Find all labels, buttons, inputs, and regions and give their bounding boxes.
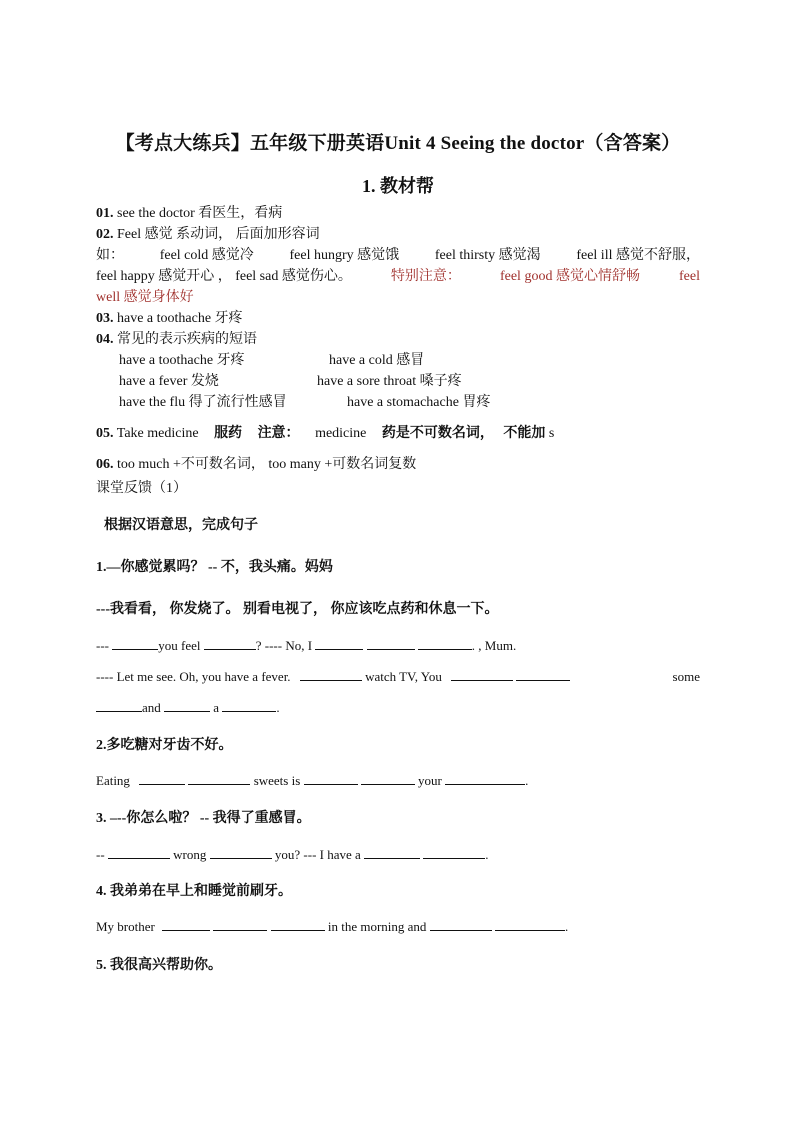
answer-blank[interactable] (162, 917, 210, 931)
answer-blank[interactable] (495, 917, 565, 931)
phrase-row: have a fever 发烧 have a sore throat 嗓子疼 (119, 374, 462, 389)
answer-blank[interactable] (423, 845, 485, 859)
examples-line-3: well 感觉身体好 (96, 290, 194, 305)
answer-blank[interactable] (364, 845, 420, 859)
point-01: 01. see the doctor 看医生，看病 (96, 206, 283, 221)
examples-line-2: feel happy 感觉开心 ， feel sad 感觉伤心。 特别注意： feel good 感觉心情舒畅 feel (96, 269, 700, 284)
question-4-chinese: 4. 我弟弟在早上和睡觉前刷牙。 (96, 884, 292, 899)
question-1-english-2: ---- Let me see. Oh, you have a fever. watch TV, You some (96, 669, 700, 684)
examples-line-1: 如： feel cold 感觉冷 feel hungry 感觉饿 feel thirsty 感觉渴 feel ill 感觉不舒服， (96, 248, 700, 263)
question-2-english: Eating sweets is your . (96, 773, 529, 788)
answer-blank[interactable] (210, 845, 272, 859)
phrase-row: have the flu 得了流行性感冒 have a stomachache 胃疼 (119, 395, 491, 410)
answer-blank[interactable] (430, 917, 492, 931)
answer-blank[interactable] (361, 771, 415, 785)
answer-blank[interactable] (315, 636, 363, 650)
answer-blank[interactable] (112, 636, 158, 650)
point-04: 04. 常见的表示疾病的短语 (96, 332, 257, 347)
question-4-english: My brother in the morning and . (96, 919, 569, 934)
point-06: 06. too much +不可数名词， too many +可数名词复数 (96, 457, 417, 472)
answer-blank[interactable] (418, 636, 472, 650)
answer-blank[interactable] (271, 917, 325, 931)
answer-blank[interactable] (108, 845, 170, 859)
answer-blank[interactable] (451, 667, 513, 681)
answer-blank[interactable] (213, 917, 267, 931)
feedback-label: 课堂反馈（1） (96, 481, 187, 496)
point-02: 02. Feel 感觉 系动词， 后面加形容词 (96, 227, 320, 242)
question-1-english-1: --- you feel ? ---- No, I . , Mum. (96, 638, 517, 653)
question-1-chinese-2: ---我看看， 你发烧了。 别看电视了， 你应该吃点药和休息一下。 (96, 602, 499, 617)
page-title: 【考点大练兵】五年级下册英语Unit 4 Seeing the doctor（含答案） (115, 133, 681, 154)
answer-blank[interactable] (516, 667, 570, 681)
answer-blank[interactable] (367, 636, 415, 650)
answer-blank[interactable] (445, 771, 525, 785)
answer-blank[interactable] (139, 771, 185, 785)
answer-blank[interactable] (96, 698, 142, 712)
instruction: 根据汉语意思，完成句子 (104, 518, 258, 533)
question-2-chinese: 2.多吃糖对牙齿不好。 (96, 738, 233, 753)
question-1-english-3: and a . (96, 698, 280, 718)
question-1-chinese: 1.—你感觉累吗？ -- 不，我头痛。妈妈 (96, 560, 333, 575)
answer-blank[interactable] (164, 698, 210, 712)
answer-blank[interactable] (204, 636, 256, 650)
answer-blank[interactable] (188, 771, 250, 785)
point-03: 03. have a toothache 牙疼 (96, 311, 243, 326)
phrase-row: have a toothache 牙疼 have a cold 感冒 (119, 353, 425, 368)
section-title: 1. 教材帮 (362, 176, 434, 196)
question-3-english: -- wrong you? --- I have a . (96, 847, 489, 862)
point-05: 05. Take medicine 服药 注意： medicine 药是不可数名词， 不能加 s (96, 426, 555, 441)
answer-blank[interactable] (300, 667, 362, 681)
answer-blank[interactable] (304, 771, 358, 785)
answer-blank[interactable] (222, 698, 276, 712)
question-3-chinese: 3. –--你怎么啦？ -- 我得了重感冒。 (96, 811, 311, 826)
question-5-chinese: 5. 我很高兴帮助你。 (96, 958, 222, 973)
